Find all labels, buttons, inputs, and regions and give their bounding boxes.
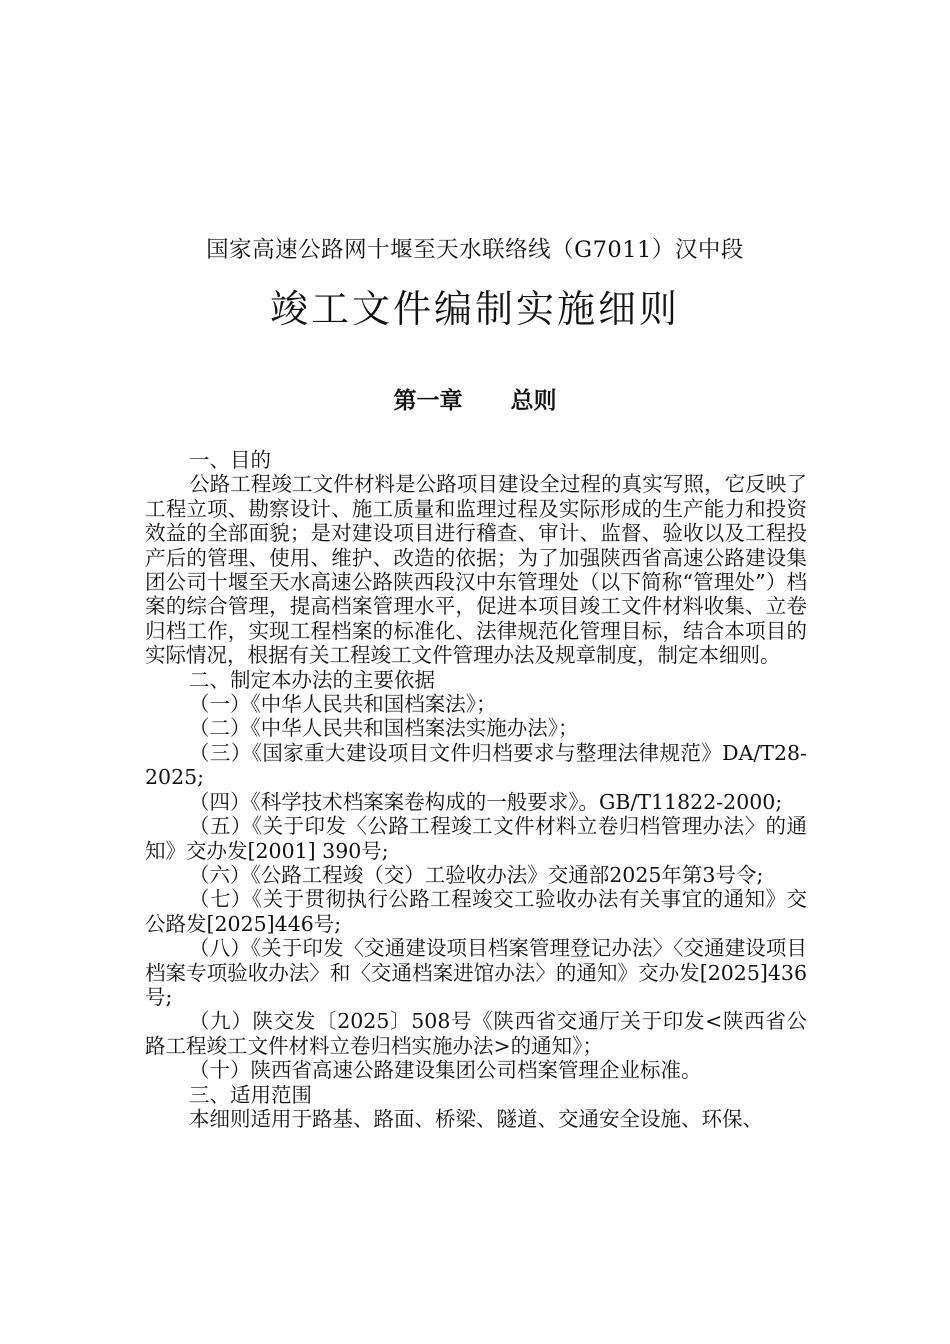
paragraph-purpose: 公路工程竣工文件材料是公路项目建设全过程的真实写照，它反映了工程立项、勘察设计、施工质量和监理过程及实际形成的生产能力和投资效益的全部面貌；是对建设项目进行稽查、审计、监督、验收以及工程投产后的管理、使用、维护、改造的依据；为了加强陕西省高速公路建设集团公司十堰至天水高速公路陕西段汉中东管理处（以下简称“管理处”）档案的综合管理，提高档案管理水平，促进本项目竣工文件材料收集、立卷归档工作，实现工程档案的标准化、法律规范化管理目标，结合本项目的实际情况，根据有关工程竣工文件管理办法及规章制度，制定本细则。 bbox=[145, 472, 807, 668]
document-subtitle: 国家高速公路网十堰至天水联络线（G7011）汉中段 bbox=[206, 237, 744, 263]
basis-item-6: （六）《公路工程竣（交）工验收办法》交通部2025年第3号令; bbox=[189, 862, 764, 887]
basis-item-7: （七）《关于贯彻执行公路工程竣交工验收办法有关事宜的通知》交公路发[2025]446号; bbox=[145, 887, 807, 936]
basis-item-10: （十）陕西省高速公路建设集团公司档案管理企业标准。 bbox=[189, 1058, 702, 1083]
chapter-name: 总则 bbox=[510, 387, 557, 414]
chapter-number: 第一章 bbox=[393, 387, 463, 414]
section-heading-purpose: 一、目的 bbox=[189, 448, 271, 472]
basis-item-1: （一）《中华人民共和国档案法》； bbox=[189, 692, 497, 717]
chapter-heading bbox=[0, 382, 950, 415]
basis-item-5: （五）《关于印发〈公路工程竣工文件材料立卷归档管理办法〉的通知》交办发[2001] 390号; bbox=[145, 814, 807, 863]
basis-item-4: （四）《科学技术档案案卷构成的一般要求》。GB/T11822-2000; bbox=[189, 789, 783, 814]
basis-item-3: （三）《国家重大建设项目文件归档要求与整理法律规范》DA/T28-2025; bbox=[145, 740, 807, 790]
basis-item-2: （二）《中华人民共和国档案法实施办法》； bbox=[189, 716, 579, 741]
paragraph-scope: 本细则适用于路基、路面、桥梁、隧道、交通安全设施、环保、 bbox=[189, 1106, 763, 1131]
basis-item-8: （八）《关于印发〈交通建设项目档案管理登记办法〉〈交通建设项目档案专项验收办法〉和〈交通档案进馆办法〉的通知》交办发[2025]436号; bbox=[145, 936, 807, 1009]
section-heading-basis: 二、制定本办法的主要依据 bbox=[189, 667, 435, 692]
section-heading-scope: 三、适用范围 bbox=[189, 1082, 312, 1107]
document-body bbox=[145, 448, 807, 1131]
document-title: 竣工文件编制实施细则 bbox=[269, 287, 680, 331]
basis-item-9: （九）陕交发〔2025〕508号《陕西省交通厅关于印发<陕西省公路工程竣工文件材料立卷归档实施办法>的通知》； bbox=[145, 1009, 807, 1058]
